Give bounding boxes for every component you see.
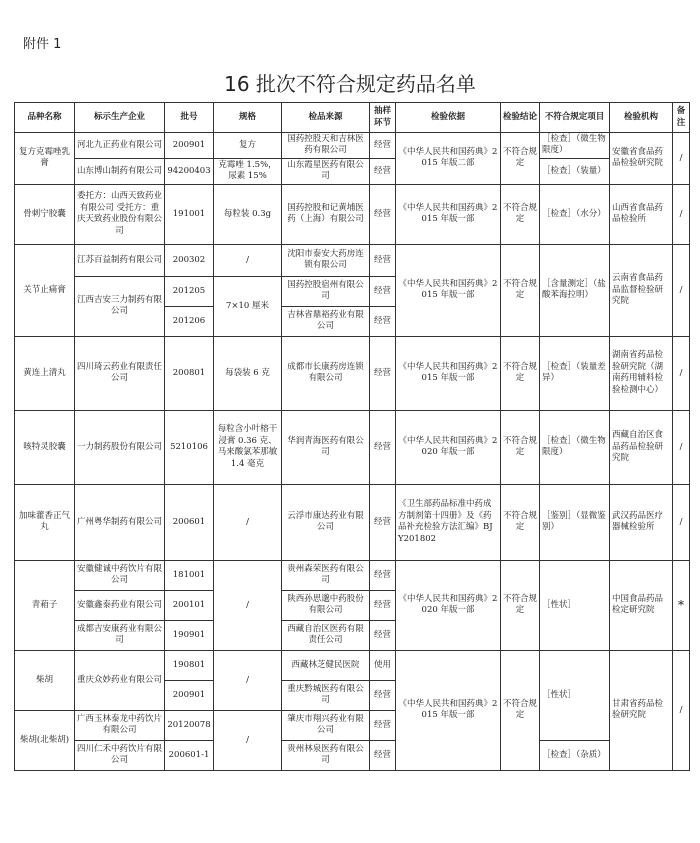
maker-cell: 山东博山制药有限公司: [75, 158, 165, 184]
link-cell: 经营: [370, 306, 396, 336]
source-cell: 吉林省鼎裕药业有限公司: [282, 306, 370, 336]
item-cell: ［检查］（微生物限度）: [540, 133, 610, 159]
link-cell: 经营: [370, 410, 396, 484]
conclusion-cell: 不符合规定: [501, 184, 540, 244]
basis-cell: 《中华人民共和国药典》2020 年版一部: [396, 560, 501, 650]
table-row: [15, 484, 690, 560]
link-cell: 经营: [370, 710, 396, 740]
conclusion-cell: 不符合规定: [501, 560, 540, 650]
basis-cell: 《中华人民共和国药典》2015 年版一部: [396, 650, 501, 770]
batch-cell: 200801: [165, 336, 214, 410]
attachment-label: 附件 1: [23, 37, 62, 52]
item-cell: ［检查］（装量差异）: [540, 336, 610, 410]
maker-cell: 河北九正药业有限公司: [75, 133, 165, 159]
header-name: 品种名称: [15, 103, 75, 133]
source-cell: 贵州林泉医药有限公司: [282, 740, 370, 770]
source-cell: 国药控股和记黄埔医药（上海）有限公司: [282, 184, 370, 244]
link-cell: 经营: [370, 276, 396, 306]
drug-name: 复方克霉唑乳膏: [15, 133, 75, 185]
agency-cell: 云南省食品药品监督检验研究院: [610, 244, 673, 336]
conclusion-cell: 不符合规定: [501, 410, 540, 484]
note-cell: /: [673, 244, 690, 336]
batch-cell: 190801: [165, 650, 214, 680]
drug-name: 关节止痛膏: [15, 244, 75, 336]
table-row: [15, 740, 690, 770]
batch-cell: 5210106: [165, 410, 214, 484]
spec-cell: 每袋装 6 克: [214, 336, 282, 410]
maker-cell: 江西吉安三力制药有限公司: [75, 276, 165, 336]
source-cell: 陕西孙思邈中药股份有限公司: [282, 590, 370, 620]
maker-cell: 广西玉林泰龙中药饮片有限公司: [75, 710, 165, 740]
drug-name: 骨刺宁胶囊: [15, 184, 75, 244]
table-row: [15, 133, 690, 159]
table-header-row: [15, 103, 690, 133]
basis-cell: 《中华人民共和国药典》2015 年版一部: [396, 184, 501, 244]
page-title: 16 批次不符合规定药品名单: [224, 72, 476, 96]
table-row: [15, 410, 690, 484]
drug-name: 青葙子: [15, 560, 75, 650]
table-row: [15, 560, 690, 590]
item-cell: ［检查］（杂质）: [540, 740, 610, 770]
item-cell: ［检查］（水分）: [540, 184, 610, 244]
source-cell: 西藏林芝健民医院: [282, 650, 370, 680]
agency-cell: 山西省食品药品检验所: [610, 184, 673, 244]
agency-cell: 湖南省药品检验研究院（湖南药用辅料检验检测中心）: [610, 336, 673, 410]
spec-cell: /: [214, 650, 282, 710]
source-cell: 肇庆市翔兴药业有限公司: [282, 710, 370, 740]
basis-cell: 《卫生部药品标准中药成方制剂第十四册》及《药品补充检验方法汇编》BJY201802: [396, 484, 501, 560]
spec-cell: /: [214, 244, 282, 276]
source-cell: 成都市长康药房连锁有限公司: [282, 336, 370, 410]
note-cell: /: [673, 184, 690, 244]
spec-cell: /: [214, 484, 282, 560]
item-cell: ［性状］: [540, 560, 610, 650]
table-row: [15, 244, 690, 276]
source-cell: 国药控股宿州有限公司: [282, 276, 370, 306]
link-cell: 经营: [370, 590, 396, 620]
link-cell: 经营: [370, 158, 396, 184]
header-agency: 检验机构: [610, 103, 673, 133]
spec-cell: 复方: [214, 133, 282, 159]
batch-cell: 201205: [165, 276, 214, 306]
link-cell: 经营: [370, 740, 396, 770]
note-cell: *: [673, 560, 690, 650]
drug-name: 加味藿香正气丸: [15, 484, 75, 560]
header-batch: 批号: [165, 103, 214, 133]
maker-cell: 四川仁禾中药饮片有限公司: [75, 740, 165, 770]
basis-cell: 《中华人民共和国药典》2015 年版一部: [396, 244, 501, 336]
spec-cell: 每粒含小叶榕干浸膏 0.36 克、马来酸氯苯那敏 1.4 毫克: [214, 410, 282, 484]
item-cell: ［检查］（装量）: [540, 158, 610, 184]
spec-cell: /: [214, 560, 282, 650]
maker-cell: 四川琦云药业有限责任公司: [75, 336, 165, 410]
batch-cell: 190901: [165, 620, 214, 650]
spec-cell: 7×10 厘米: [214, 276, 282, 336]
item-cell: ［含量测定］（盐酸苯海拉明）: [540, 244, 610, 336]
basis-cell: 《中华人民共和国药典》2020 年版一部: [396, 410, 501, 484]
conclusion-cell: 不符合规定: [501, 484, 540, 560]
header-maker: 标示生产企业: [75, 103, 165, 133]
header-note: 备注: [673, 103, 690, 133]
table-row: [15, 184, 690, 244]
note-cell: /: [673, 410, 690, 484]
batch-cell: 200901: [165, 133, 214, 159]
link-cell: 经营: [370, 680, 396, 710]
conclusion-cell: 不符合规定: [501, 244, 540, 336]
source-cell: 西藏自治区医药有限责任公司: [282, 620, 370, 650]
batch-cell: 200601-1: [165, 740, 214, 770]
header-basis: 检验依据: [396, 103, 501, 133]
link-cell: 经营: [370, 184, 396, 244]
maker-cell: 安徽健诚中药饮片有限公司: [75, 560, 165, 590]
maker-cell: 一力制药股份有限公司: [75, 410, 165, 484]
batch-cell: 191001: [165, 184, 214, 244]
basis-cell: 《中华人民共和国药典》2015 年版二部: [396, 133, 501, 185]
agency-cell: 中国食品药品检定研究院: [610, 560, 673, 650]
note-cell: /: [673, 650, 690, 770]
drug-name: 柴胡: [15, 650, 75, 710]
source-cell: 重庆黔城医药有限公司: [282, 680, 370, 710]
header-source: 检品来源: [282, 103, 370, 133]
agency-cell: 甘肃省药品检验研究院: [610, 650, 673, 770]
agency-cell: 武汉药品医疗器械检验所: [610, 484, 673, 560]
batch-cell: 94200403: [165, 158, 214, 184]
source-cell: 云浮市康达药业有限公司: [282, 484, 370, 560]
conclusion-cell: 不符合规定: [501, 650, 540, 770]
source-cell: 国药控股天和吉林医药有限公司: [282, 133, 370, 159]
link-cell: 经营: [370, 620, 396, 650]
batch-cell: 200302: [165, 244, 214, 276]
note-cell: /: [673, 484, 690, 560]
note-cell: /: [673, 336, 690, 410]
batch-cell: 200901: [165, 680, 214, 710]
link-cell: 经营: [370, 336, 396, 410]
source-cell: 沈阳市泰安大药房连锁有限公司: [282, 244, 370, 276]
batch-cell: 201206: [165, 306, 214, 336]
basis-cell: 《中华人民共和国药典》2015 年版一部: [396, 336, 501, 410]
link-cell: 经营: [370, 560, 396, 590]
conclusion-cell: 不符合规定: [501, 133, 540, 185]
note-cell: /: [673, 133, 690, 185]
batch-cell: 200601: [165, 484, 214, 560]
header-link: 抽样环节: [370, 103, 396, 133]
spec-cell: 每粒装 0.3g: [214, 184, 282, 244]
batch-cell: 20120078: [165, 710, 214, 740]
table-row: [15, 336, 690, 410]
maker-cell: 重庆众妙药业有限公司: [75, 650, 165, 710]
maker-cell: 成都吉安康药业有限公司: [75, 620, 165, 650]
header-items: 不符合规定项目: [540, 103, 610, 133]
header-spec: 规格: [214, 103, 282, 133]
link-cell: 使用: [370, 650, 396, 680]
maker-cell: 安徽鑫泰药业有限公司: [75, 590, 165, 620]
link-cell: 经营: [370, 244, 396, 276]
agency-cell: 西藏自治区食品药品检验研究院: [610, 410, 673, 484]
batch-cell: 200101: [165, 590, 214, 620]
drug-table: [14, 102, 690, 771]
spec-cell: /: [214, 710, 282, 770]
link-cell: 经营: [370, 133, 396, 159]
agency-cell: 安徽省食品药品检验研究院: [610, 133, 673, 185]
spec-cell: 克霉唑 1.5%，尿素 15%: [214, 158, 282, 184]
source-cell: 贵州森荣医药有限公司: [282, 560, 370, 590]
drug-name: 黄连上清丸: [15, 336, 75, 410]
item-cell: ［鉴别］（显微鉴别）: [540, 484, 610, 560]
source-cell: 山东霞星医药有限公司: [282, 158, 370, 184]
drug-name: 咳特灵胶囊: [15, 410, 75, 484]
maker-cell: 江苏百益制药有限公司: [75, 244, 165, 276]
link-cell: 经营: [370, 484, 396, 560]
maker-cell: 广州粤华制药有限公司: [75, 484, 165, 560]
header-conclusion: 检验结论: [501, 103, 540, 133]
drug-name: 柴胡(北柴胡): [15, 710, 75, 770]
item-cell: ［性状］: [540, 650, 610, 740]
batch-cell: 181001: [165, 560, 214, 590]
maker-cell: 委托方：山西天致药业有限公司 受托方：重庆天致药业股份有限公司: [75, 184, 165, 244]
table-row: [15, 650, 690, 680]
item-cell: ［检查］（微生物限度）: [540, 410, 610, 484]
source-cell: 华润青海医药有限公司: [282, 410, 370, 484]
table-row: [15, 158, 690, 184]
conclusion-cell: 不符合规定: [501, 336, 540, 410]
